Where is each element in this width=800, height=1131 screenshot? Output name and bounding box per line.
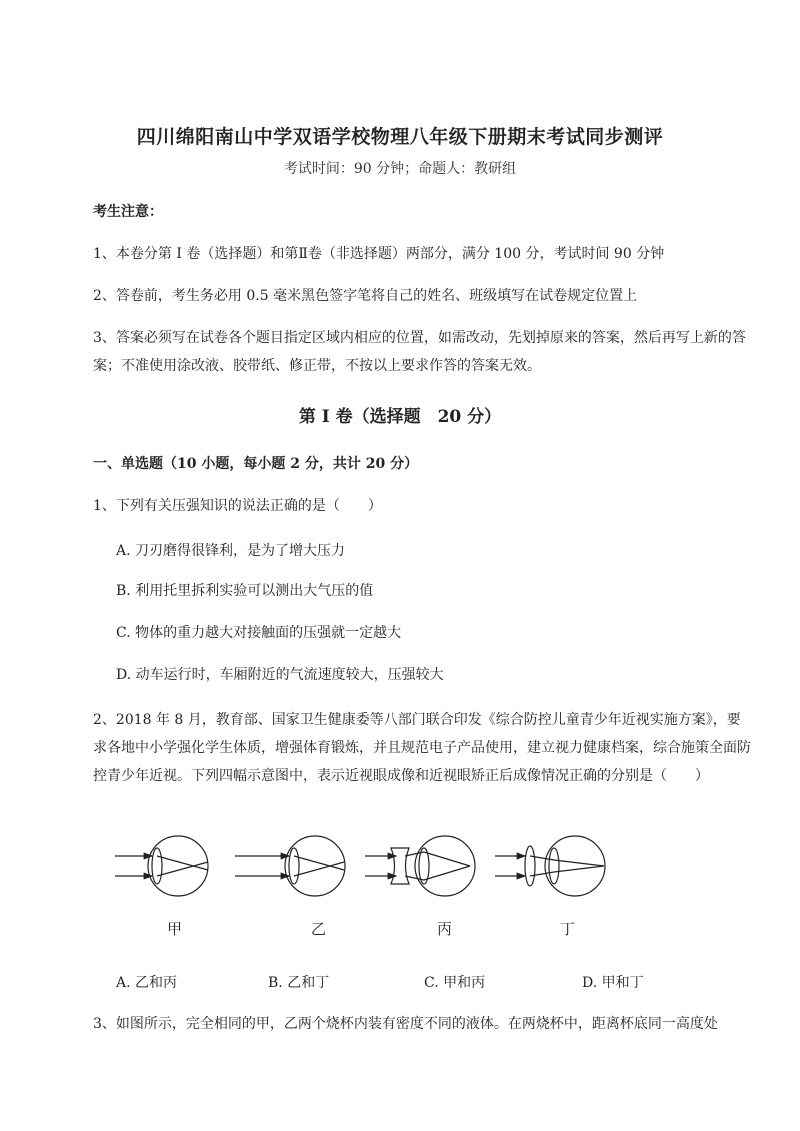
eye-diagram-jia [115, 836, 208, 896]
question-3-stem: 3、如图所示，完全相同的甲，乙两个烧杯内装有密度不同的液体。在两烧杯中，距离杯底同一高度处 [93, 1016, 718, 1032]
exam-title: 四川绵阳南山中学双语学校物理八年级下册期末考试同步测评 [136, 126, 664, 148]
q1-option-c: C. 物体的重力越大对接触面的压强就一定越大 [116, 625, 402, 641]
exam-subtitle: 考试时间：90 分钟；命题人：教研组 [283, 161, 517, 177]
figure-label-jia: 甲 [167, 920, 183, 938]
figure-label-ding: 丁 [560, 920, 576, 938]
q2-choice-d: D. 甲和丁 [582, 975, 644, 991]
q1-option-d: D. 动车运行时，车厢附近的气流速度较大，压强较大 [116, 667, 444, 683]
figure-label-yi: 乙 [311, 920, 327, 938]
figure-label-bing: 丙 [437, 920, 453, 938]
q1-option-a: A. 刀刃磨得很锋利，是为了增大压力 [116, 543, 346, 559]
eye-diagram-bing [365, 836, 475, 896]
section-title: 第 I 卷（选择题 20 分） [298, 407, 502, 427]
q2-choice-c: C. 甲和丙 [424, 975, 486, 991]
notice-item-3: 3、答案必须写在试卷各个题目指定区域内相应的位置，如需改动，先划掉原来的答案，然后再写上新的答案；不准使用涂改液、胶带纸、修正带，不按以上要求作答的答案无效。 [93, 330, 746, 374]
eye-diagram-ding [495, 836, 605, 896]
question-1-stem: 1、下列有关压强知识的说法正确的是（ ） [93, 498, 382, 514]
q2-choice-a: A. 乙和丙 [116, 975, 178, 991]
eye-diagrams [100, 830, 620, 910]
eye-diagram-yi [235, 836, 345, 896]
notice-item-2: 2、答卷前，考生务必用 0.5 毫米黑色签字笔将自己的姓名、班级填写在试卷规定位置上 [93, 288, 638, 304]
notice-item-1: 1、本卷分第 I 卷（选择题）和第Ⅱ卷（非选择题）两部分，满分 100 分，考试时间 90 分钟 [93, 246, 665, 262]
q1-option-b: B. 利用托里拆利实验可以测出大气压的值 [116, 583, 374, 599]
question-2-stem: 2、2018 年 8 月，教育部、国家卫生健康委等八部门联合印发《综合防控儿童青少年近视实施方案》，要求各地中小学强化学生体质，增强体育锻炼，并且规范电子产品使用，建立视力健康档案，综合施策全面防控青少年近视。下列四幅示意图中，表示近视眼成像和近视眼矫正后成像情况正确的分别是（ ） [93, 712, 751, 784]
q2-choice-b: B. 乙和丁 [268, 975, 330, 991]
part-heading: 一、单选题（10 小题，每小题 2 分，共计 20 分） [93, 456, 419, 472]
notice-heading: 考生注意： [93, 204, 163, 220]
